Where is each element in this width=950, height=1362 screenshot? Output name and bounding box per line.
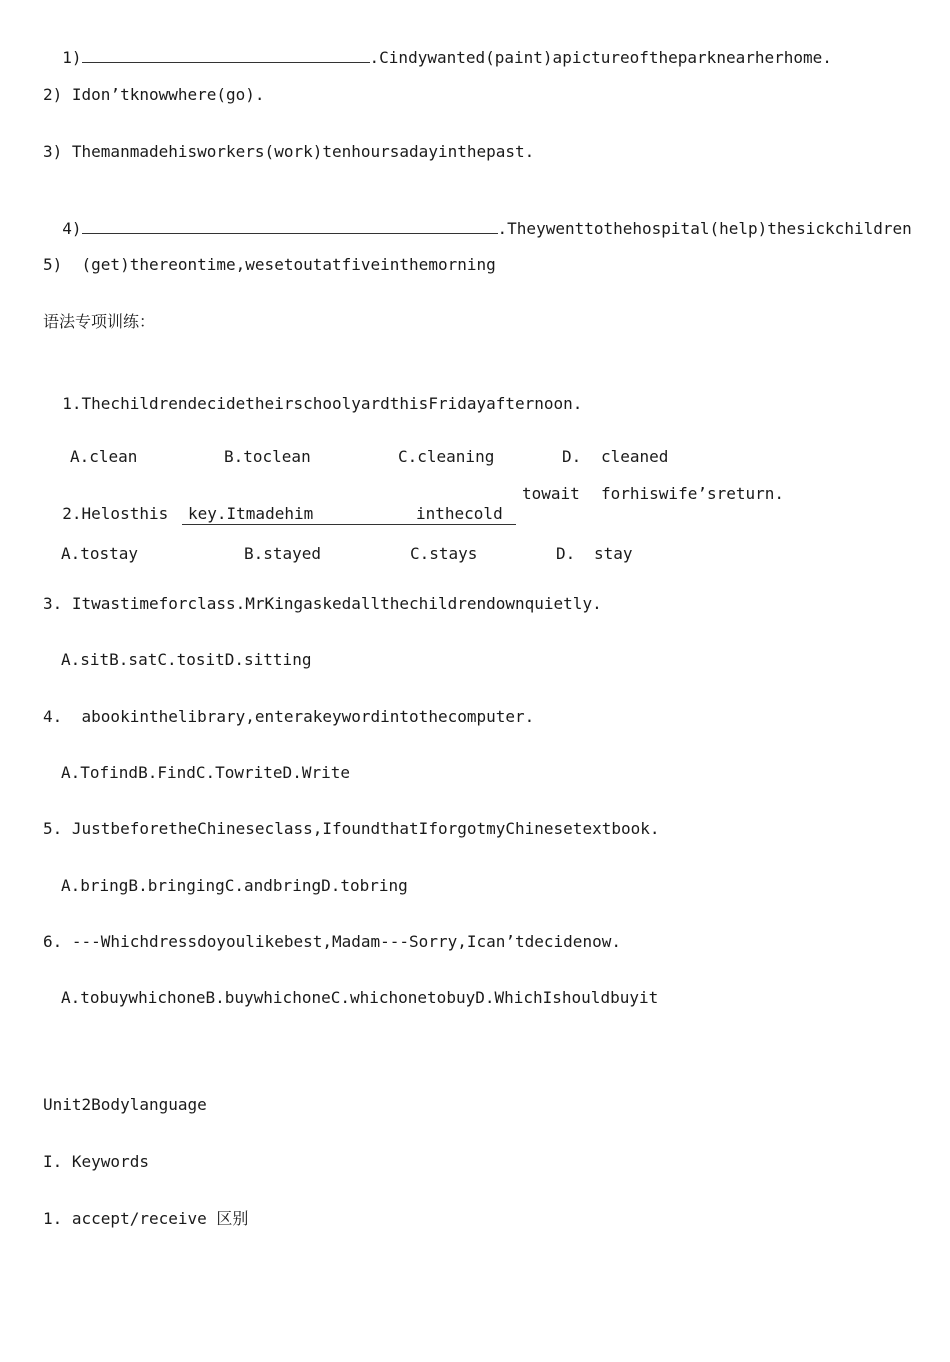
grammar-question-3: 3. Itwastimeforclass.MrKingaskedallthechildrendownquietly.: [43, 594, 602, 613]
item-number: 1): [62, 48, 82, 67]
question-text: towait: [522, 484, 580, 503]
item-number: 4): [62, 219, 82, 238]
underlined-text-1: key.Itmadehim: [188, 504, 314, 523]
options-3: A.sitB.satC.tositD.sitting: [61, 650, 312, 669]
exercise-item-2: 2) Idon’tknowwhere(go).: [43, 85, 265, 104]
underlined-text-2: inthecold: [416, 504, 503, 523]
question-text: 1.ThechildrendecidetheirschoolyardthisFridayafternoon.: [62, 394, 583, 413]
option-b: B.stayed: [244, 544, 322, 563]
option-a: A.tostay: [61, 544, 139, 563]
grammar-question-4: 4. abookinthelibrary,enterakeywordintothecomputer.: [43, 707, 535, 726]
unit-title: Unit2Bodylanguage: [43, 1095, 207, 1114]
exercise-item-3: 3) Themanmadehisworkers(work)tenhoursadayinthepast.: [43, 142, 535, 161]
grammar-question-1: [43, 374, 583, 413]
exercise-item-5: 5) (get)thereontime,wesetoutatfiveinthemorning: [43, 255, 496, 274]
underlined-phrase: [182, 484, 516, 525]
section-heading-grammar: 语法专项训练：: [43, 312, 156, 331]
item-text: .Theywenttothehospital(help)thesickchildren: [497, 219, 912, 238]
answer-blank: [82, 219, 498, 234]
options-5: A.bringB.bringingC.andbringD.tobring: [61, 876, 408, 895]
grammar-question-2: [43, 484, 168, 524]
options-4: A.TofindB.FindC.TowriteD.Write: [61, 763, 350, 782]
grammar-question-5: 5. JustbeforetheChineseclass,IfoundthatIforgotmyChinesetextbook.: [43, 819, 660, 838]
option-d: D.: [562, 447, 582, 466]
exercise-item-4: [43, 199, 912, 239]
question-text-2: forhiswife’sreturn.: [601, 484, 785, 503]
grammar-question-6: 6. ---Whichdressdoyoulikebest,Madam---Sorry,Ican’tdecidenow.: [43, 932, 621, 951]
option-d-text: cleaned: [601, 447, 669, 466]
options-6: A.tobuywhichoneB.buywhichoneC.whichonetobuyD.WhichIshouldbuyit: [61, 988, 659, 1007]
section-title-keywords: I. Keywords: [43, 1152, 149, 1171]
answer-blank: [82, 48, 370, 63]
option-c: C.stays: [410, 544, 478, 563]
question-number: 2.Helosthis: [62, 504, 169, 523]
option-b: B.toclean: [224, 447, 311, 466]
exercise-item-1: [43, 28, 832, 68]
option-d: D.: [556, 544, 576, 563]
option-a: A.clean: [70, 447, 138, 466]
option-c: C.cleaning: [398, 447, 495, 466]
keyword-item-1: 1. accept/receive 区别: [43, 1209, 249, 1228]
item-text: .Cindywanted(paint)apictureoftheparknearherhome.: [369, 48, 832, 67]
option-d-text: stay: [594, 544, 633, 563]
